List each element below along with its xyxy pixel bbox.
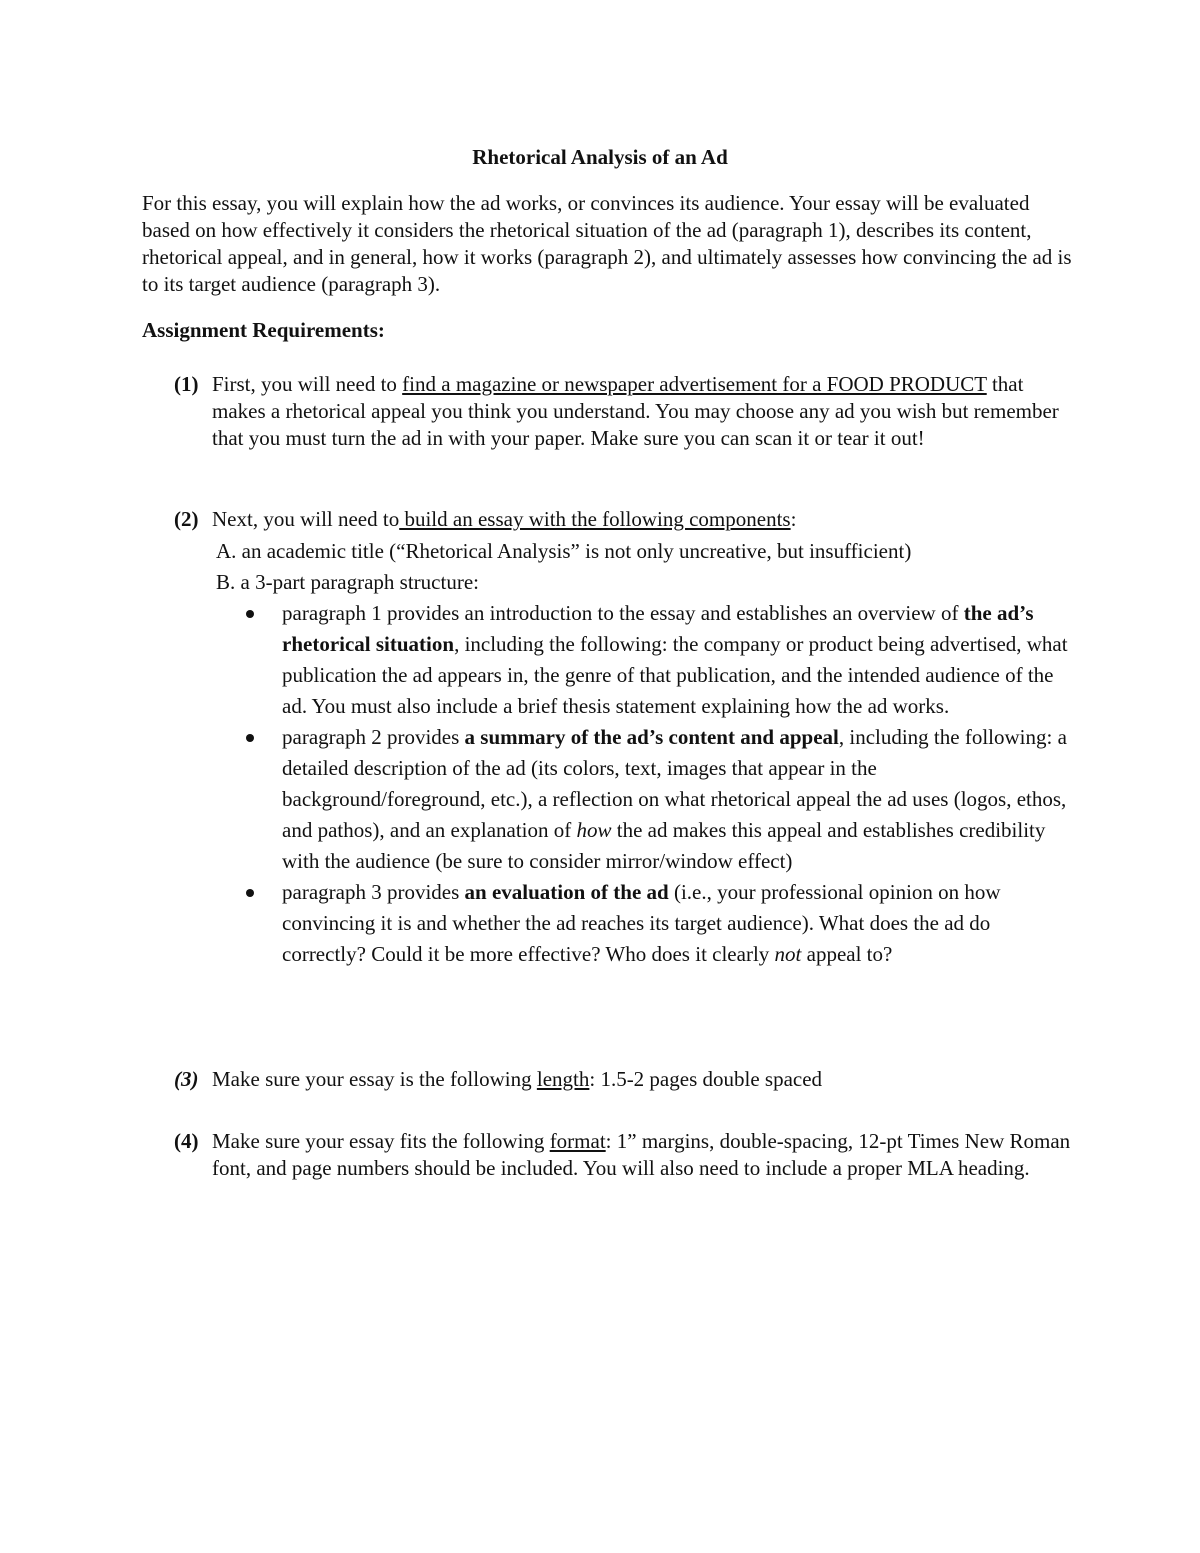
underlined-text: build an essay with the following components [399,507,791,531]
requirement-4 [174,1128,1074,1182]
bullet-icon [246,889,254,897]
requirement-text [212,1066,1074,1093]
text-segment: : 1” margins, double-spacing, 12-pt Times New Roman font, and page numbers should be included. You will also need to include a proper MLA heading. [212,1129,1071,1180]
text-segment: Next, you will need to [212,507,400,531]
text-segment: paragraph 3 provides [282,880,465,904]
text-segment: the ad makes this appeal and establishes credibility with the audience (be sure to consider mirror/window effect) [282,818,1046,873]
text-segment: First, you will need to [212,372,403,396]
text-segment: appeal to? [801,942,893,966]
requirement-number: (3) [174,1067,199,1091]
bold-text: an evaluation of the ad [464,880,669,904]
underlined-text: format [549,1129,606,1153]
text-segment: : 1.5-2 pages double spaced [589,1067,823,1091]
bold-text: a summary of the ad’s content and appeal [464,725,839,749]
text-segment: : [790,507,797,531]
requirement-text [212,1128,1074,1182]
text-segment: that makes a rhetorical appeal you think you understand. You may choose any ad you wish but remember that you must turn the ad in with your paper. Make sure you can scan it or tear it out! [212,372,1059,450]
sub-item-b: B. a 3-part paragraph structure: [216,570,479,594]
italic-text: how [576,818,612,842]
requirement-3 [174,1066,1074,1093]
underlined-text: find a magazine or newspaper advertisement for a FOOD PRODUCT [402,372,987,396]
requirements-heading: Assignment Requirements: [142,318,385,342]
list-item [240,598,1070,722]
requirement-number: (1) [174,372,199,396]
list-item [240,877,1070,970]
text-segment: Make sure your essay fits the following [212,1129,550,1153]
requirement-text [212,371,1074,452]
text-segment: , including the following: the company or product being advertised, what publication the ad appears in, the genre of that publication, and the intended audience of the ad. You must also include a brief thesis statement explaining how the ad works. [282,632,1068,718]
text-segment: Make sure your essay is the following [212,1067,537,1091]
text-segment: paragraph 2 provides [282,725,465,749]
bullet-icon [246,610,254,618]
underlined-text: length [536,1067,590,1091]
requirement-number: (4) [174,1129,199,1153]
requirement-2 [174,506,1074,533]
paragraph-structure-list [240,598,1070,970]
text-segment: , including the following: a detailed description of the ad (its colors, text, images that appear in the background/foreground, etc.), a reflection on what rhetorical appeal the ad uses (logos, ethos, and pathos), and an explanation of [282,725,1067,842]
requirement-1 [174,371,1074,452]
text-segment: paragraph 1 provides an introduction to the essay and establishes an overview of [282,601,964,625]
intro-paragraph: For this essay, you will explain how the ad works, or convinces its audience. Your essay will be evaluated based on how effectively it considers the rhetorical situation of the ad (paragraph 1), describes its content, rhetorical appeal, and in general, how it works (paragraph 2), and ultimately assesses how convincing the ad is to its target audience (paragraph 3). [142,191,1072,296]
sub-item-a: A. an academic title (“Rhetorical Analysis” is not only uncreative, but insufficient) [216,539,912,563]
requirement-number: (2) [174,507,199,531]
text-segment: (i.e., your professional opinion on how convincing it is and whether the ad reaches its target audience). What does the ad do correctly? Could it be more effective? Who does it clearly [282,880,1001,966]
bold-text: the ad’s rhetorical situation [282,601,1034,656]
bullet-icon [246,734,254,742]
document-title: Rhetorical Analysis of an Ad [472,145,728,169]
italic-text: not [774,942,802,966]
list-item [240,722,1070,877]
requirement-text [212,506,1074,533]
